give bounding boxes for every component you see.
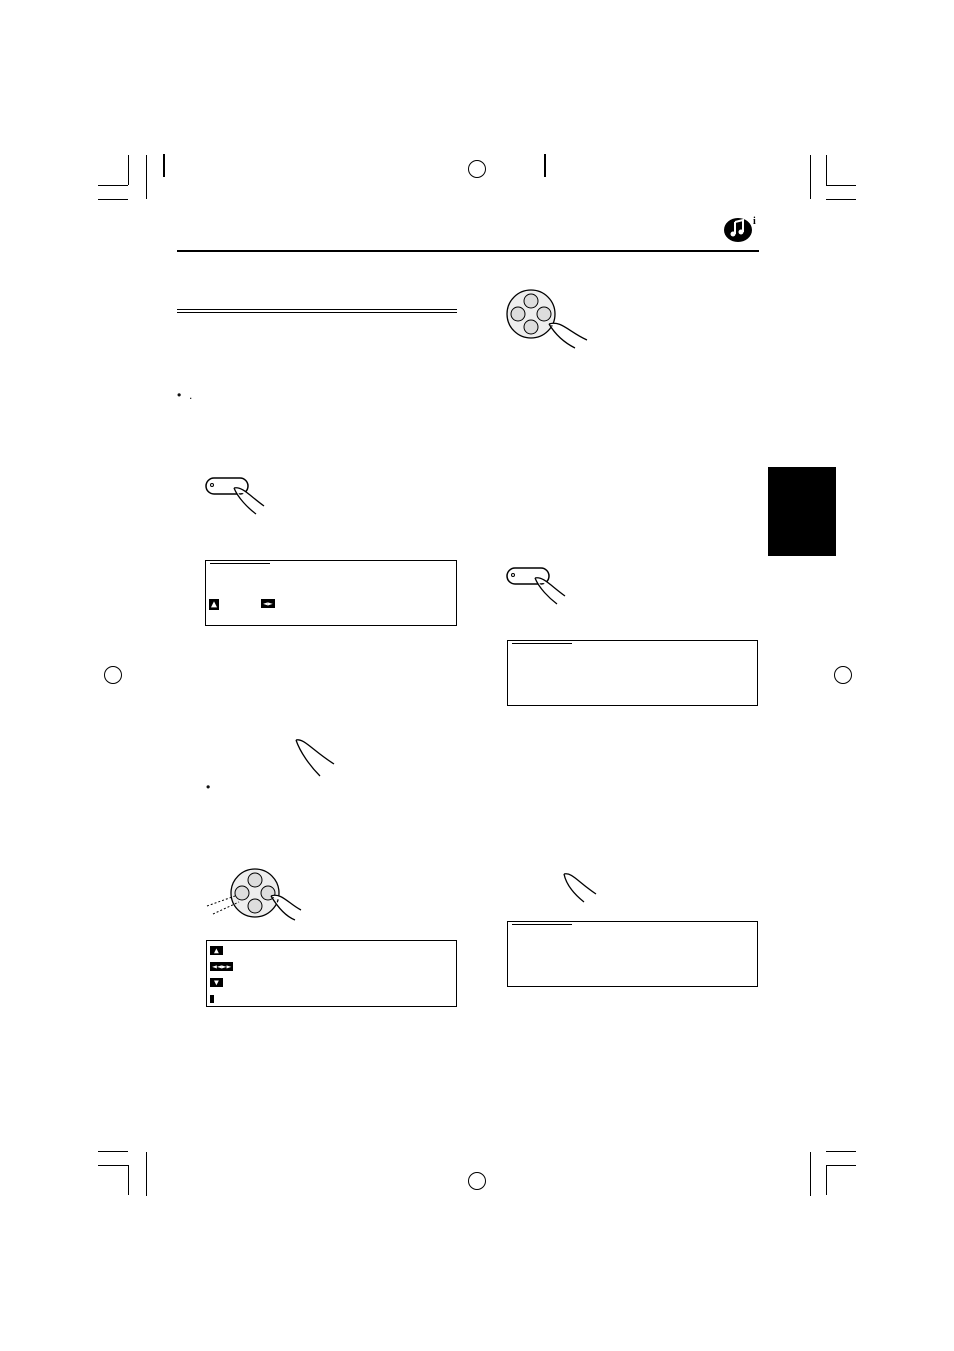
lcd-adj	[261, 595, 275, 609]
registration-mark	[104, 666, 122, 684]
finger-illustration	[560, 872, 600, 904]
bullet: •	[206, 780, 211, 794]
svg-text:i: i	[753, 216, 756, 227]
grayscale-bar	[163, 154, 165, 177]
control-dial-illustration	[505, 288, 595, 350]
crop-mark	[826, 199, 856, 200]
crop-mark	[810, 1152, 811, 1196]
color-bar	[544, 154, 546, 177]
registration-mark	[468, 160, 486, 178]
skip-icon: ◄◄►►	[212, 962, 232, 971]
crop-mark	[98, 1151, 128, 1152]
ieq-logo	[512, 643, 572, 644]
crop-mark	[128, 155, 129, 185]
crop-mark	[826, 1165, 856, 1166]
lcd-line-level-minus	[210, 974, 223, 988]
skip-icon: ◄►	[263, 599, 273, 608]
crop-mark	[826, 1151, 856, 1152]
crop-mark	[98, 185, 128, 186]
crop-mark	[146, 1152, 147, 1196]
lcd-display-sound-mode	[205, 560, 457, 626]
user-tabs	[508, 976, 638, 986]
registration-mark	[468, 1172, 486, 1190]
crop-mark	[98, 1165, 128, 1166]
finger-illustration	[290, 738, 350, 778]
title-rule	[177, 309, 457, 310]
ieq-logo	[210, 563, 270, 564]
control-dial-illustration	[205, 866, 305, 922]
lcd-line-freq	[210, 958, 233, 972]
up-icon: ▲	[210, 946, 223, 955]
crop-mark	[826, 1165, 827, 1195]
registration-mark	[834, 666, 852, 684]
lcd-display-store	[507, 640, 758, 706]
sel-button-illustration	[204, 474, 274, 518]
crop-mark	[146, 155, 147, 199]
crop-mark	[810, 155, 811, 199]
down-icon: ▼	[210, 978, 223, 987]
lcd-display-user-memory	[507, 921, 758, 987]
lcd-display-adjust	[206, 940, 457, 1007]
crop-mark	[98, 199, 128, 200]
music-note-icon	[722, 212, 762, 244]
mode-tabs	[206, 615, 456, 625]
lcd-line-level-plus	[210, 942, 223, 956]
user-tabs	[508, 695, 638, 705]
up-arrow-icon: ▲	[211, 599, 218, 610]
title-rule	[177, 312, 457, 313]
top-rule	[177, 250, 759, 252]
crop-mark	[826, 185, 856, 186]
crop-mark	[128, 1165, 129, 1195]
lcd-more	[209, 599, 219, 610]
language-tab	[768, 467, 836, 556]
time-limit-note: • .	[177, 388, 193, 402]
crop-mark	[826, 155, 827, 185]
bullet: •	[177, 388, 182, 402]
sel-tag	[210, 995, 214, 1003]
ieq-logo	[512, 924, 572, 925]
sel-button-illustration	[505, 564, 575, 608]
lcd-line-store	[210, 990, 214, 1004]
